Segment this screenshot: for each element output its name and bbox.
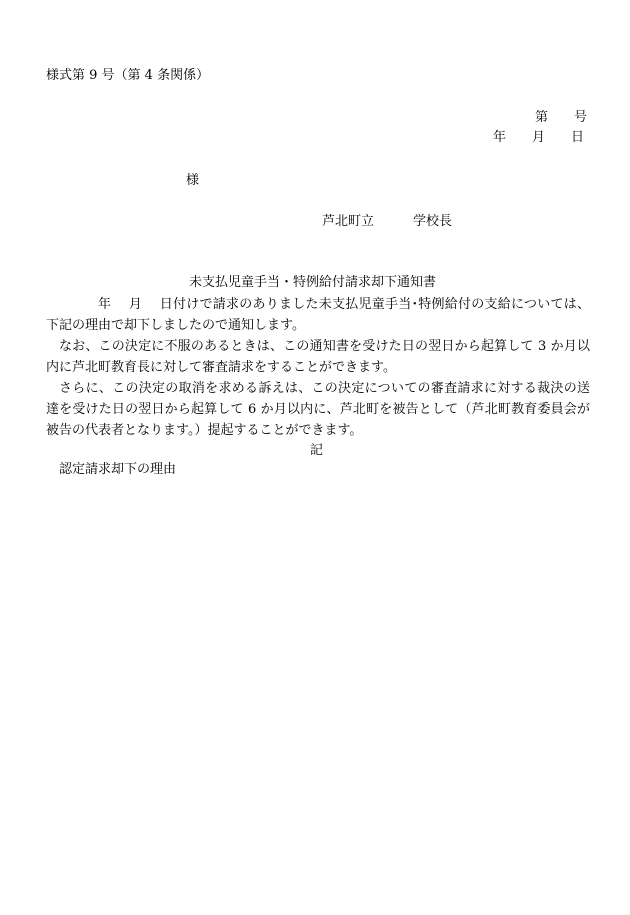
- document-date: 年 月 日: [493, 130, 585, 145]
- form-label: 様式第 9 号（第 4 条関係）: [46, 68, 210, 83]
- body-paragraph-request: 年 月 日付けで請求のありました未支払児童手当･特例給付の支給については、下記の理由で却下しましたので通知します。: [46, 297, 590, 333]
- body-paragraph-lawsuit: さらに、この決定の取消を求める訴えは、この決定についての審査請求に対する裁決の送達を受けた日の翌日から起算して 6 か月以内に、芦北町を被告として（芦北町教育委員会が被告の代表者となります。）提起することができます。: [46, 381, 590, 438]
- document-number: 第 号: [535, 110, 588, 125]
- addressee: 様: [186, 173, 200, 188]
- sender: 芦北町立 学校長: [322, 214, 453, 229]
- reason-heading: 認定請求却下の理由: [59, 462, 177, 477]
- notice-title: 未支払児童手当・特例給付請求却下通知書: [189, 275, 437, 290]
- record-mark: 記: [310, 443, 324, 458]
- body-paragraph-appeal: なお、この決定に不服のあるときは、この通知書を受けた日の翌日から起算して 3 か月以内に芦北町教育長に対して審査請求をすることができます。: [46, 339, 590, 375]
